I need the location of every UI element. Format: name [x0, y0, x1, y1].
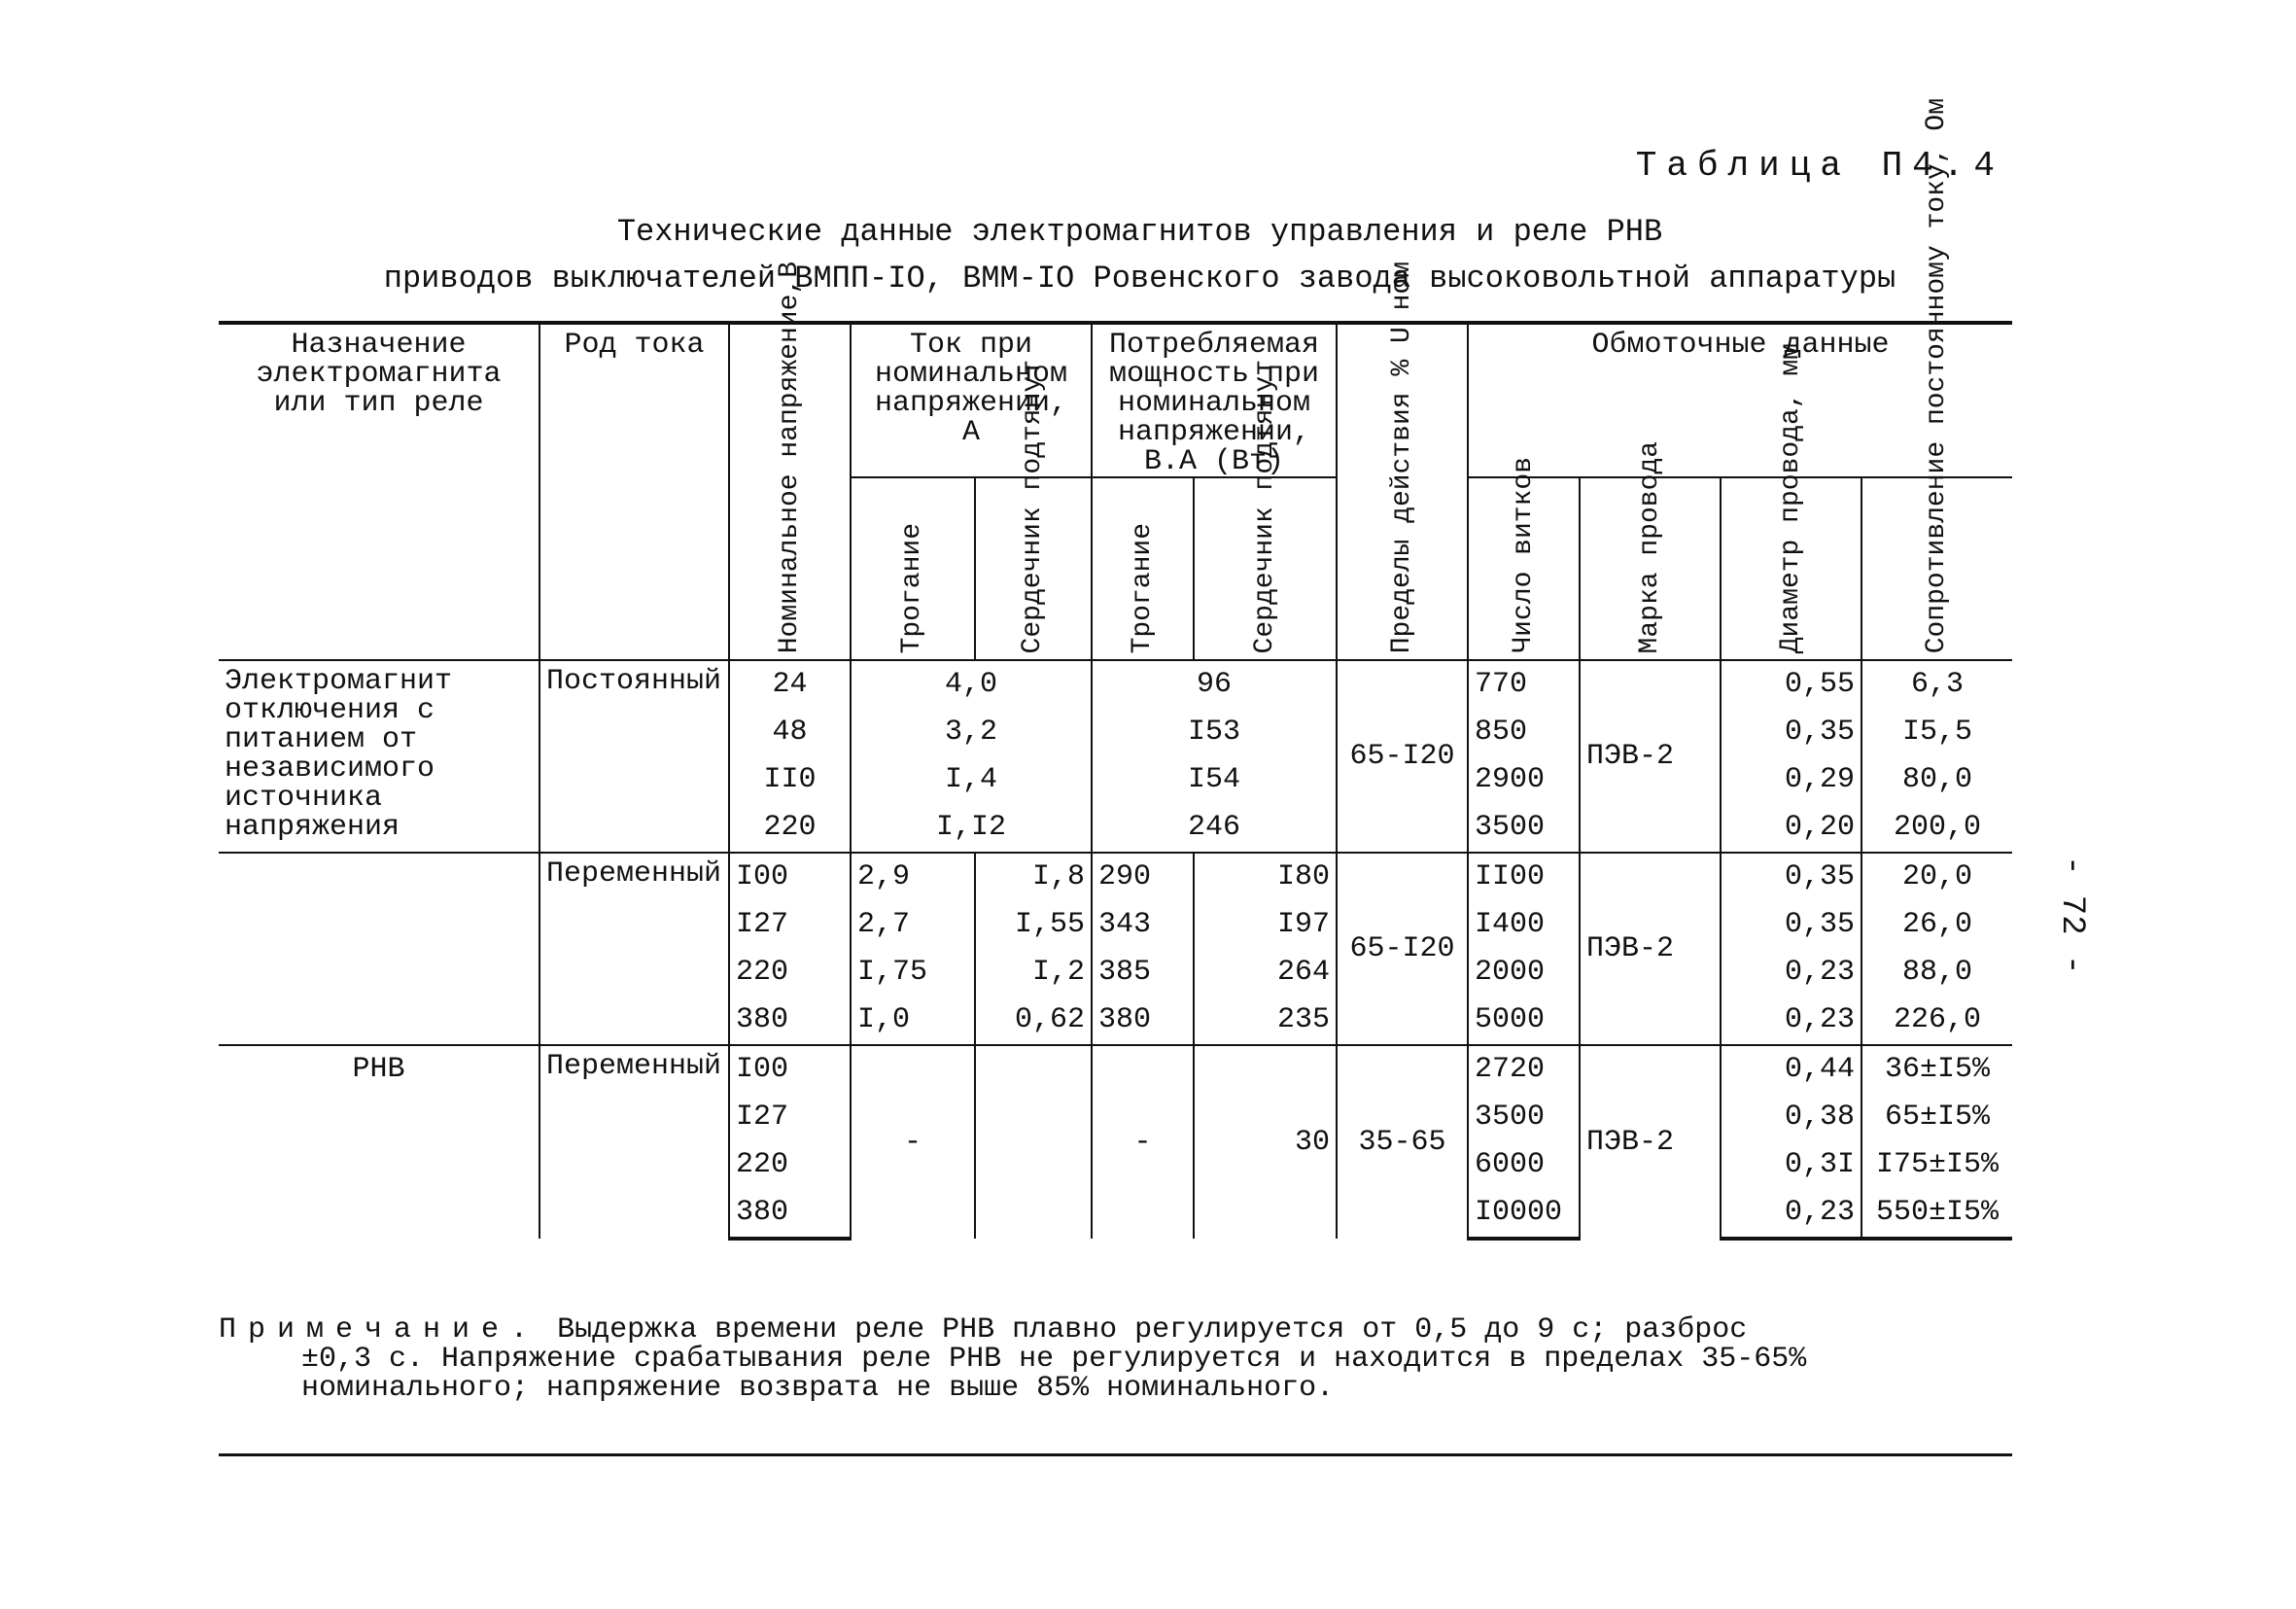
- current-type-cell: Постоянный: [539, 660, 729, 853]
- header-current-pickup: Трогание: [851, 477, 975, 660]
- power-pickup-cell: 380: [1092, 997, 1194, 1045]
- current-cell: I,4: [851, 756, 1092, 804]
- diameter-cell: 0,23: [1721, 1189, 1861, 1239]
- current-cell: I,I2: [851, 804, 1092, 853]
- voltage-cell: 380: [729, 1189, 851, 1239]
- resistance-cell: 80,0: [1861, 756, 2012, 804]
- purpose-cell-empty: [219, 853, 539, 1045]
- voltage-cell: 24: [729, 660, 851, 709]
- diameter-cell: 0,35: [1721, 853, 1861, 901]
- table-title-line-1: Технические данные электромагнитов управления и реле РНВ: [616, 214, 1663, 250]
- power-pickup-cell: 343: [1092, 901, 1194, 949]
- diameter-cell: 0,29: [1721, 756, 1861, 804]
- diameter-cell: 0,3I: [1721, 1141, 1861, 1189]
- turns-cell: 2900: [1468, 756, 1580, 804]
- voltage-cell: 380: [729, 997, 851, 1045]
- power-pickup-cell: 290: [1092, 853, 1194, 901]
- header-wire-brand: Марка провода: [1580, 477, 1721, 660]
- voltage-cell: I00: [729, 853, 851, 901]
- wire-brand-cell: ПЭВ-2: [1580, 1045, 1721, 1239]
- power-cell: I54: [1092, 756, 1337, 804]
- turns-cell: 2720: [1468, 1045, 1580, 1094]
- header-operation-limits: Пределы действия % U ном: [1337, 323, 1468, 660]
- note-line-3: номинального; напряжение возврата не выше 85% номинального.: [301, 1372, 1335, 1405]
- resistance-cell: I75±I5%: [1861, 1141, 2012, 1189]
- power-pickup-cell: -: [1092, 1045, 1194, 1239]
- resistance-cell: 200,0: [1861, 804, 2012, 853]
- purpose-cell: РНВ: [219, 1045, 539, 1239]
- voltage-cell: I00: [729, 1045, 851, 1094]
- resistance-cell: 550±I5%: [1861, 1189, 2012, 1239]
- current-cell: 4,0: [851, 660, 1092, 709]
- current-pickup-cell: -: [851, 1045, 975, 1239]
- turns-cell: I0000: [1468, 1189, 1580, 1239]
- turns-cell: 3500: [1468, 804, 1580, 853]
- resistance-cell: 65±I5%: [1861, 1094, 2012, 1141]
- power-held-cell: 264: [1194, 949, 1337, 997]
- bottom-rule: [219, 1453, 2012, 1456]
- turns-cell: 6000: [1468, 1141, 1580, 1189]
- purpose-cell: Электромагнит отключения с питанием от независимого источника напряжения: [219, 660, 539, 853]
- wire-brand-cell: ПЭВ-2: [1580, 660, 1721, 853]
- header-resistance: Сопротивление постоянному току, Ом: [1861, 477, 2012, 660]
- turns-cell: 3500: [1468, 1094, 1580, 1141]
- current-pickup-cell: I,75: [851, 949, 975, 997]
- note-line-1: Выдержка времени реле РНВ плавно регулируется от 0,5 до 9 с; разброс: [557, 1313, 1748, 1347]
- header-power-held: Сердечник подтянут: [1194, 477, 1337, 660]
- current-type-cell: Переменный: [539, 1045, 729, 1239]
- power-held-cell: 235: [1194, 997, 1337, 1045]
- header-turns: Число витков: [1468, 477, 1580, 660]
- current-pickup-cell: 2,9: [851, 853, 975, 901]
- turns-cell: 2000: [1468, 949, 1580, 997]
- resistance-cell: I5,5: [1861, 709, 2012, 756]
- page-number: - 72 -: [2053, 856, 2090, 975]
- header-current-type: Род тока: [539, 323, 729, 660]
- turns-cell: 5000: [1468, 997, 1580, 1045]
- diameter-cell: 0,23: [1721, 949, 1861, 997]
- power-pickup-cell: 385: [1092, 949, 1194, 997]
- resistance-cell: 6,3: [1861, 660, 2012, 709]
- header-power-pickup: Трогание: [1092, 477, 1194, 660]
- header-current-held: Сердечник подтянут: [975, 477, 1092, 660]
- note-label: Примечание.: [219, 1313, 540, 1347]
- voltage-cell: 220: [729, 804, 851, 853]
- turns-cell: II00: [1468, 853, 1580, 901]
- diameter-cell: 0,20: [1721, 804, 1861, 853]
- current-held-cell: I,55: [975, 901, 1092, 949]
- resistance-cell: 88,0: [1861, 949, 2012, 997]
- resistance-cell: 20,0: [1861, 853, 2012, 901]
- power-held-cell: I97: [1194, 901, 1337, 949]
- diameter-cell: 0,38: [1721, 1094, 1861, 1141]
- resistance-cell: 26,0: [1861, 901, 2012, 949]
- resistance-cell: 36±I5%: [1861, 1045, 2012, 1094]
- current-pickup-cell: 2,7: [851, 901, 975, 949]
- limits-cell: 35-65: [1337, 1045, 1468, 1239]
- current-cell: 3,2: [851, 709, 1092, 756]
- header-current-group: Ток при номинальном напряжении, А: [851, 323, 1092, 477]
- current-held-cell-empty: [975, 1045, 1092, 1239]
- diameter-cell: 0,23: [1721, 997, 1861, 1045]
- power-cell: I53: [1092, 709, 1337, 756]
- turns-cell: 770: [1468, 660, 1580, 709]
- voltage-cell: I27: [729, 1094, 851, 1141]
- note-line-2: ±0,3 с. Напряжение срабатывания реле РНВ не регулируется и находится в пределах 35-65%: [301, 1343, 1807, 1376]
- header-wire-diameter: Диаметр провода, мм: [1721, 477, 1861, 660]
- current-pickup-cell: I,0: [851, 997, 975, 1045]
- current-held-cell: I,2: [975, 949, 1092, 997]
- power-held-cell: I80: [1194, 853, 1337, 901]
- power-cell: 246: [1092, 804, 1337, 853]
- resistance-cell: 226,0: [1861, 997, 2012, 1045]
- table-row: [219, 853, 2012, 901]
- turns-cell: I400: [1468, 901, 1580, 949]
- voltage-cell: 220: [729, 1141, 851, 1189]
- header-power-group: Потребляемая мощность при номинальном напряжении, В.А (Вт): [1092, 323, 1337, 477]
- voltage-cell: 220: [729, 949, 851, 997]
- wire-brand-cell: ПЭВ-2: [1580, 853, 1721, 1045]
- limits-cell: 65-I20: [1337, 660, 1468, 853]
- table-row: [219, 1045, 2012, 1094]
- voltage-cell: II0: [729, 756, 851, 804]
- diameter-cell: 0,44: [1721, 1045, 1861, 1094]
- limits-cell: 65-I20: [1337, 853, 1468, 1045]
- table-row: [219, 660, 2012, 709]
- header-nominal-voltage: Номинальное напряжение,В: [729, 323, 851, 660]
- table-number: Таблица П4.4: [1635, 146, 2004, 186]
- diameter-cell: 0,55: [1721, 660, 1861, 709]
- power-cell: 96: [1092, 660, 1337, 709]
- diameter-cell: 0,35: [1721, 709, 1861, 756]
- header-winding-group: Обмоточные данные: [1468, 323, 2012, 477]
- table-note: [219, 1315, 2012, 1403]
- voltage-cell: 48: [729, 709, 851, 756]
- header-purpose: Назначение электромагнита или тип реле: [219, 323, 539, 660]
- table-title-line-2: приводов выключателей ВМПП-IO, ВММ-IO Ровенского завода высоковольтной аппаратуры: [383, 261, 1896, 297]
- current-type-cell: Переменный: [539, 853, 729, 1045]
- turns-cell: 850: [1468, 709, 1580, 756]
- current-held-cell: I,8: [975, 853, 1092, 901]
- diameter-cell: 0,35: [1721, 901, 1861, 949]
- power-held-cell: 30: [1194, 1045, 1337, 1239]
- current-held-cell: 0,62: [975, 997, 1092, 1045]
- voltage-cell: I27: [729, 901, 851, 949]
